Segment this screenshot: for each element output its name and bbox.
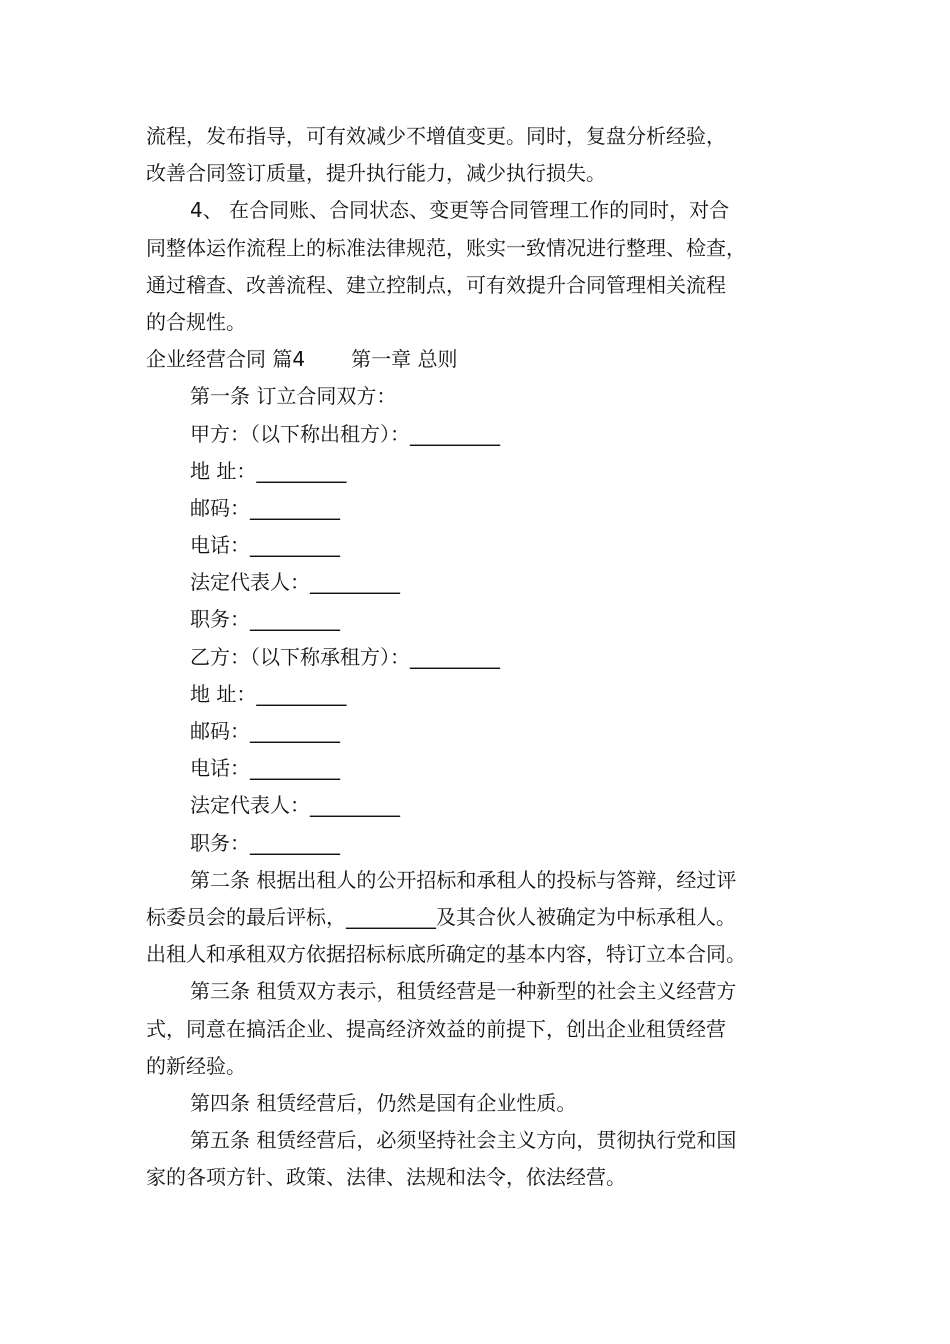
clause-line: 标委员会的最后评标，_________及其合伙人被确定为中标承租人。 xyxy=(146,904,736,929)
party-a-representative: 法定代表人：_________ xyxy=(190,570,400,595)
clause-line: 第三条 租赁双方表示，租赁经营是一种新型的社会主义经营方 xyxy=(190,979,737,1004)
clause-line: 第二条 根据出租人的公开招标和承租人的投标与答辩，经过评 xyxy=(190,867,737,892)
paragraph-line: 通过稽查、改善流程、建立控制点，可有效提升合同管理相关流程 xyxy=(146,272,726,297)
party-b-representative: 法定代表人：_________ xyxy=(190,793,400,818)
chapter-title: 第一章 总则 xyxy=(351,347,458,372)
party-a-address: 地 址：_________ xyxy=(190,458,347,483)
party-b-address: 地 址：_________ xyxy=(190,681,347,706)
party-b-position: 职务：_________ xyxy=(190,830,340,855)
party-b-phone: 电话：_________ xyxy=(190,756,340,781)
paragraph-line: 改善合同签订质量，提升执行能力，减少执行损失。 xyxy=(146,161,606,186)
clause-line: 第一条 订立合同双方： xyxy=(190,384,397,409)
clause-line: 第五条 租赁经营后，必须坚持社会主义方向，贯彻执行党和国 xyxy=(190,1128,737,1153)
paragraph-line: 的合规性。 xyxy=(146,309,246,334)
clause-line: 的新经验。 xyxy=(146,1053,246,1078)
clause-line: 家的各项方针、政策、法律、法规和法令，依法经营。 xyxy=(146,1165,626,1190)
document-page xyxy=(146,118,810,1196)
section-title: 企业经营合同 篇4 xyxy=(146,347,306,372)
party-a-phone: 电话：_________ xyxy=(190,533,340,558)
paragraph-line: 同整体运作流程上的标准法律规范，账实一致情况进行整理、检查， xyxy=(146,235,746,260)
clause-line: 式，同意在搞活企业、提高经济效益的前提下，创出企业租赁经营 xyxy=(146,1016,726,1041)
clause-line: 出租人和承租双方依据招标标底所确定的基本内容，特订立本合同。 xyxy=(146,942,746,967)
party-b-postcode: 邮码：_________ xyxy=(190,719,340,743)
paragraph-line: 4、 在合同账、合同状态、变更等合同管理工作的同时，对合 xyxy=(190,198,730,223)
clause-line: 第四条 租赁经营后，仍然是国有企业性质。 xyxy=(190,1090,577,1115)
section-heading xyxy=(146,341,810,378)
party-a-line: 甲方：（以下称出租方）：_________ xyxy=(190,421,500,446)
party-b-line: 乙方：（以下称承租方）：_________ xyxy=(190,644,500,669)
paragraph-line: 流程，发布指导，可有效减少不增值变更。同时，复盘分析经验， xyxy=(146,124,726,148)
party-a-position: 职务：_________ xyxy=(190,607,340,632)
party-a-postcode: 邮码：_________ xyxy=(190,495,340,520)
